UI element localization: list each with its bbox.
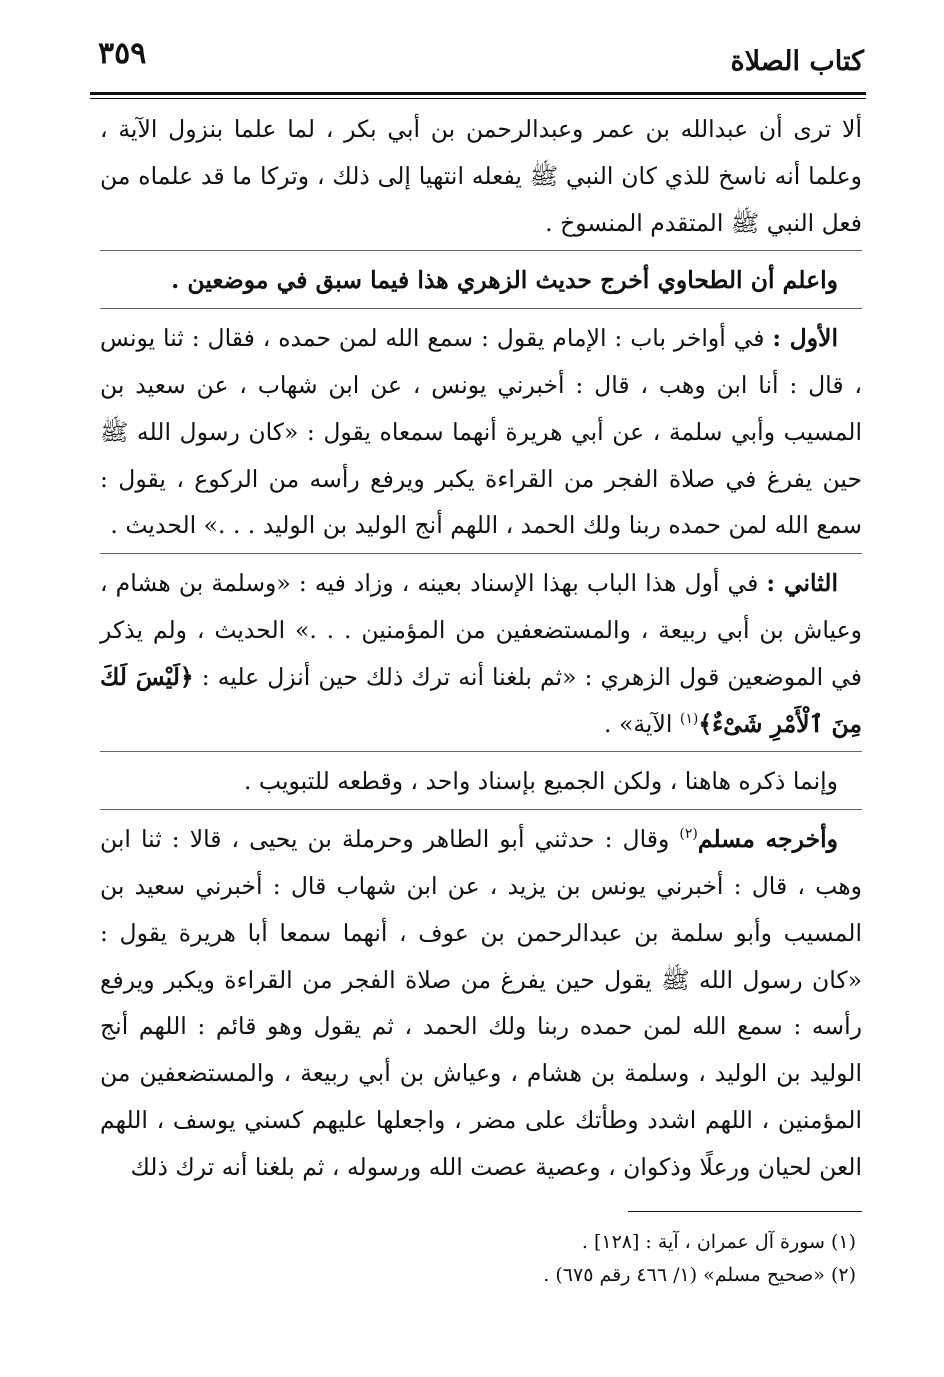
paragraph-4 xyxy=(100,560,862,747)
paragraph-3-text: في أواخر باب : الإمام يقول : سمع الله لمن حمده ، فقال : ثنا يونس ، قال : أنا ابن وهب ، قال : أخبرني يونس ، عن ابن شهاب ، عن سعيد بن المسيب وأبي سلمة ، عن أبي هريرة أنهما سمعاه يقول : «كان رسول الله ﷺ حين يفرغ في صلاة الفجر من القراءة يكبر ويرفع رأسه من الركوع ، يقول : سمع الله لمن حمده ربنا ولك الحمد ، اللهم أنج الوليد بن الوليد . . .» الحديث . xyxy=(100,324,862,540)
paragraph-1: ألا ترى أن عبدالله بن عمر وعبدالرحمن بن أبي بكر ، لما علما بنزول الآية ، وعلما أنه ناسخ للذي كان النبي ﷺ يفعله انتهيا إلى ذلك ، وتركا ما قد علماه من فعل النبي ﷺ المتقدم المنسوخ . xyxy=(100,115,862,237)
header-rule xyxy=(90,92,866,95)
paragraph-divider xyxy=(100,250,862,251)
paragraph-6-text: وقال : حدثني أبو الطاهر وحرملة بن يحيى ، قالا : ثنا ابن وهب ، قال : أخبرني يونس بن يزيد ، عن ابن شهاب قال : أخبرني سعيد بن المسيب وأبو سلمة بن عبدالرحمن بن عوف ، أنهما سمعا أبا هريرة يقول : «كان رسول الله ﷺ يقول حين يفرغ من صلاة الفجر من القراءة ويكبر ويرفع رأسه : سمع الله لمن حمده ربنا ولك الحمد ، ثم يقول وهو قائم : اللهم أنج الوليد بن الوليد ، وسلمة بن هشام ، وعياش بن أبي ربيعة ، والمستضعفين من المؤمنين ، اللهم اشدد وطأتك على مضر ، واجعلها عليهم كسني يوسف ، اللهم العن لحيان ورعلًا وذكوان ، وعصية عصت الله ورسوله ، ثم بلغنا أنه ترك ذلك xyxy=(100,825,862,1181)
page-header xyxy=(92,28,864,90)
paragraph-3-lead: الأول : xyxy=(772,324,838,353)
paragraph-divider xyxy=(100,751,862,752)
main-text xyxy=(100,106,862,1191)
quran-verse: ﴿لَيْسَ لَكَ مِنَ ٱلْأَمْرِ شَىْءٌ﴾ xyxy=(100,662,862,738)
paragraph-divider xyxy=(100,809,862,810)
footnote-1: (١) سورة آل عمران ، آية : [١٢٨] . xyxy=(581,1231,856,1253)
page-number: ٣٥٩ xyxy=(98,36,147,71)
paragraph-divider xyxy=(100,553,862,554)
footnote-marker-2[interactable]: (٢) xyxy=(679,826,698,843)
footnote-separator xyxy=(628,1211,862,1212)
paragraph-6-lead: وأخرجه مسلم xyxy=(697,825,839,854)
footnotes xyxy=(100,1226,856,1292)
header-rule-thin xyxy=(90,98,866,99)
paragraph-2: واعلم أن الطحاوي أخرج حديث الزهري هذا فيما سبق في موضعين . xyxy=(171,266,838,295)
paragraph-3 xyxy=(100,315,862,549)
paragraph-divider xyxy=(100,308,862,309)
paragraph-5: وإنما ذكره هاهنا ، ولكن الجميع بإسناد واحد ، وقطعه للتبويب . xyxy=(243,767,838,796)
footnote-marker-1[interactable]: (١) xyxy=(679,710,699,727)
footnote-2: (٢) «صحيح مسلم» (١/ ٤٦٦ رقم ٦٧٥) . xyxy=(543,1264,856,1286)
paragraph-4-lead: الثاني : xyxy=(766,569,838,598)
paragraph-4-text-a: في أول هذا الباب بهذا الإسناد بعينه ، وزاد فيه : «وسلمة بن هشام ، وعياش بن أبي ربيعة ، والمستضعفين من المؤمنين . . .» الحديث ، ولم يذكر في الموضعين قول الزهري : «ثم بلغنا أنه ترك ذلك حين أنزل عليه : xyxy=(100,569,862,691)
paragraph-6 xyxy=(100,816,862,1190)
paragraph-4-text-b: الآية» . xyxy=(604,709,680,738)
chapter-title: كتاب الصلاة xyxy=(730,46,864,77)
